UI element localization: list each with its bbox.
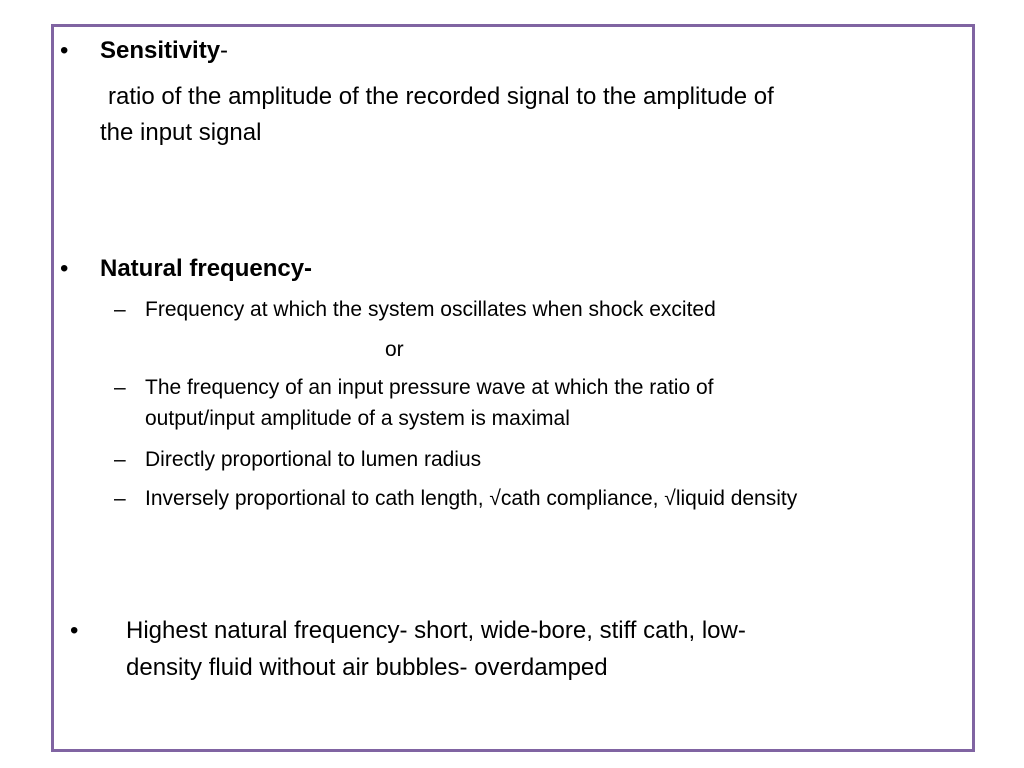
connector-or: or [385,338,404,361]
sensitivity-heading [100,36,228,66]
sensitivity-title: Sensitivity [100,37,221,64]
highest-line1: Highest natural frequency- short, wide-bore, stiff cath, low- [126,617,746,644]
sensitivity-definition-line1: ratio of the amplitude of the recorded signal to the amplitude of [108,83,774,110]
bullet-sensitivity: • [60,37,69,64]
dash-marker: – [114,298,126,321]
dash-marker: – [114,448,126,471]
sensitivity-title-suffix: - [220,37,229,64]
dash-marker: – [114,376,126,399]
natural-frequency-item-2-line2: output/input amplitude of a system is maximal [145,407,570,430]
highest-line2: density fluid without air bubbles- overdamped [126,654,608,681]
bullet-highest: • [70,617,79,644]
natural-frequency-item-2-line1: The frequency of an input pressure wave at which the ratio of [145,376,714,399]
sensitivity-definition-line2: the input signal [100,119,262,146]
natural-frequency-title: Natural frequency- [100,255,313,282]
natural-frequency-item-3: Directly proportional to lumen radius [145,448,482,471]
bullet-natural-frequency: • [60,255,69,282]
natural-frequency-item-4: Inversely proportional to cath length, √cath compliance, √liquid density [145,487,798,510]
dash-marker: – [114,487,126,510]
natural-frequency-item-1: Frequency at which the system oscillates when shock excited [145,298,716,321]
